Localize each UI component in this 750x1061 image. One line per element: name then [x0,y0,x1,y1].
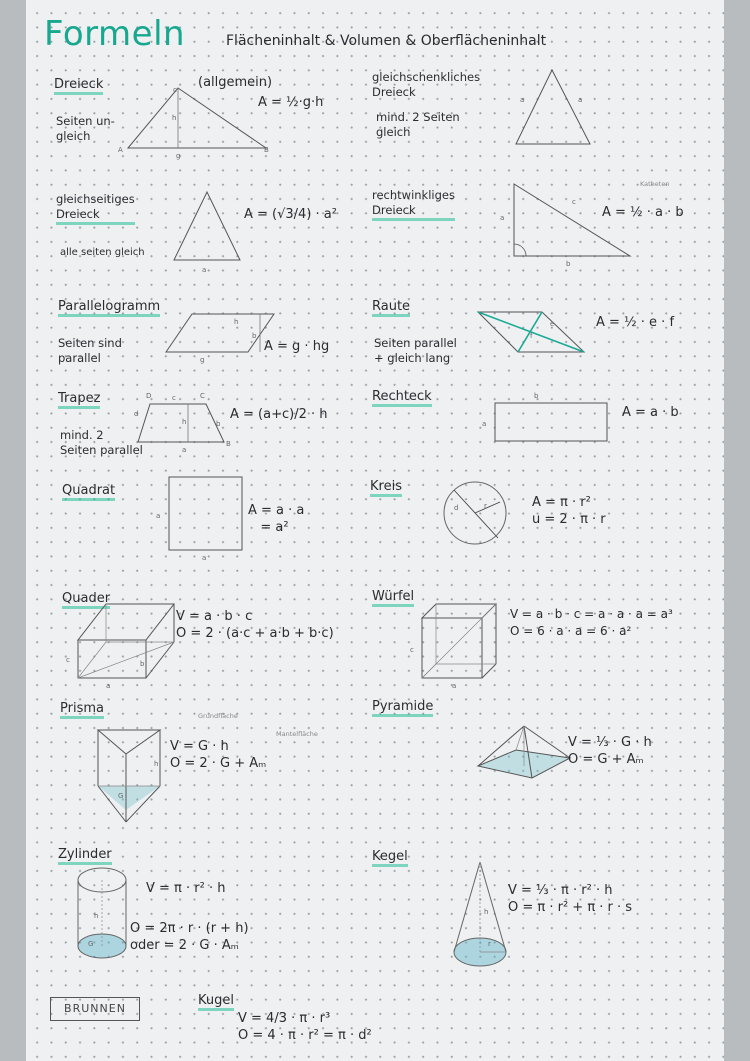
page-title: Formeln [44,14,186,54]
heading-kugel: Kugel [198,994,234,1011]
label-d: d [454,504,459,512]
label-c: c [173,86,177,94]
parallelogram-diagram [164,312,276,354]
heading-quadrat: Quadrat [62,484,115,501]
note-gleichseitig: alle seiten gleich [60,247,145,258]
label-b: b [566,260,571,268]
label-b: b [534,392,539,400]
label-b: b [216,420,221,428]
label-B: B [226,440,231,448]
formula-kreis: A = π · r² u = 2 · π · r [532,495,606,527]
label-mantelflaeche: Mantelfläche [276,730,318,738]
formula-pyramide: V = ⅓ · G · h O = G + Aₘ [568,735,652,767]
formula-rechteck: A = a · b [622,405,679,420]
formula-kugel: V = 4/3 · π · r³ O = 4 · π · r² = π · d² [238,1011,372,1043]
brand-logo: BRUNNEN [50,997,140,1021]
square-diagram [168,476,244,552]
label-a: a [452,682,457,690]
cube-diagram [420,602,500,680]
label-a: a [106,682,111,690]
label-C: C [200,392,205,400]
label-c: c [572,198,576,206]
formula-quader: V = a · b · c O = 2 · (a·c + a·b + b·c) [176,609,334,641]
label-a: a [202,266,207,274]
label-a-right: a [578,96,583,104]
label-a: a [482,420,487,428]
triangle-isosceles-diagram [514,68,594,146]
note-trapez: mind. 2 Seiten parallel [60,428,143,457]
heading-dreieck: Dreieck [54,78,103,95]
pyramid-diagram [476,722,576,782]
label-h: h [172,114,177,122]
cone-diagram [450,860,510,970]
heading-gleichschenklig: gleichschenkliches Dreieck [372,70,481,99]
note-dreieck: Seiten un- gleich [56,114,115,143]
formula-rechtwinklig: A = ½ · a · b [602,205,684,220]
heading-kegel: Kegel [372,850,408,867]
label-e: e [550,320,555,328]
heading-trapez: Trapez [58,392,100,409]
formula-kegel: V = ⅓ · π · r² · h O = π · r² + π · r · s [508,883,633,915]
label-G: G [118,792,124,800]
triangle-general-diagram [118,86,268,156]
label-h: h [182,418,187,426]
sub-dreieck: (allgemein) [198,75,273,90]
heading-rechtwinklig: rechtwinkliges Dreieck [372,188,455,221]
label-grundflaeche: Grundfläche [198,712,238,720]
label-b: b [252,332,257,340]
label-c: c [66,656,70,664]
formula-quadrat: A = a · a = a² [248,503,305,535]
label-h: h [484,908,489,916]
label-h: h [234,318,239,326]
heading-zylinder: Zylinder [58,848,112,865]
heading-pyramide: Pyramide [372,700,433,717]
label-d: d [134,410,139,418]
formula-zylinder-volume: V = π · r² · h [146,881,226,896]
label-h: h [94,912,99,920]
label-A: A [118,146,123,154]
note-raute: Seiten parallel + gleich lang [374,336,457,365]
triangle-equilateral-diagram [172,190,242,262]
formula-gleichseitig: A = (√3/4) · a² [244,207,337,222]
label-r: r [488,940,491,948]
label-h: h [154,760,159,768]
label-katheten: Katheten [640,180,670,188]
rectangle-diagram [494,402,608,442]
notebook-page [26,0,724,1061]
heading-parallelogramm: Parallelogramm [58,300,160,317]
heading-raute: Raute [372,300,410,317]
label-a: a [500,214,505,222]
heading-gleichseitig: gleichseitiges Dreieck [56,192,135,225]
note-parallelogramm: Seiten sind parallel [58,336,122,365]
label-r: r [484,502,487,510]
formula-trapez: A = (a+c)/2 · h [230,407,328,422]
cylinder-diagram [76,866,128,962]
formula-parallelogramm: A = g · hg [264,339,330,354]
prism-diagram [96,728,162,828]
label-g: g [176,152,181,160]
label-a-left: a [520,96,525,104]
label-g: g [200,356,205,364]
label-D: D [146,392,152,400]
heading-rechteck: Rechteck [372,390,432,407]
trapezoid-diagram [136,402,226,444]
label-a-bottom: a [202,554,207,562]
formula-dreieck: A = ½·g·h [258,95,324,110]
cuboid-diagram [76,602,176,680]
label-c: c [172,394,176,402]
formula-wuerfel: V = a · b · c = a · a · a = a³ O = 6 · a · a = 6 · a² [510,607,673,638]
heading-prisma: Prisma [60,702,104,719]
label-b: b [140,660,145,668]
label-a: a [182,446,187,454]
heading-quader: Quader [62,592,110,609]
heading-kreis: Kreis [370,480,402,497]
rhombus-diagram [476,308,586,354]
heading-wuerfel: Würfel [372,590,414,607]
formula-prisma: V = G · h O = 2 · G + Aₘ [170,739,267,771]
label-G: G [88,940,94,948]
circle-diagram [442,480,508,546]
label-c: c [410,646,414,654]
label-B: B [264,146,269,154]
label-a-side: a [156,512,161,520]
label-f: f [530,332,533,340]
formula-raute: A = ½ · e · f [596,315,675,330]
note-gleichschenklig: mind. 2 Seiten gleich [376,110,460,139]
page-subtitle: Flächeninhalt & Volumen & Oberflächeninhalt [226,33,547,49]
formula-zylinder-surface: O = 2π · r · (r + h) oder = 2 · G · Aₘ [130,921,249,953]
